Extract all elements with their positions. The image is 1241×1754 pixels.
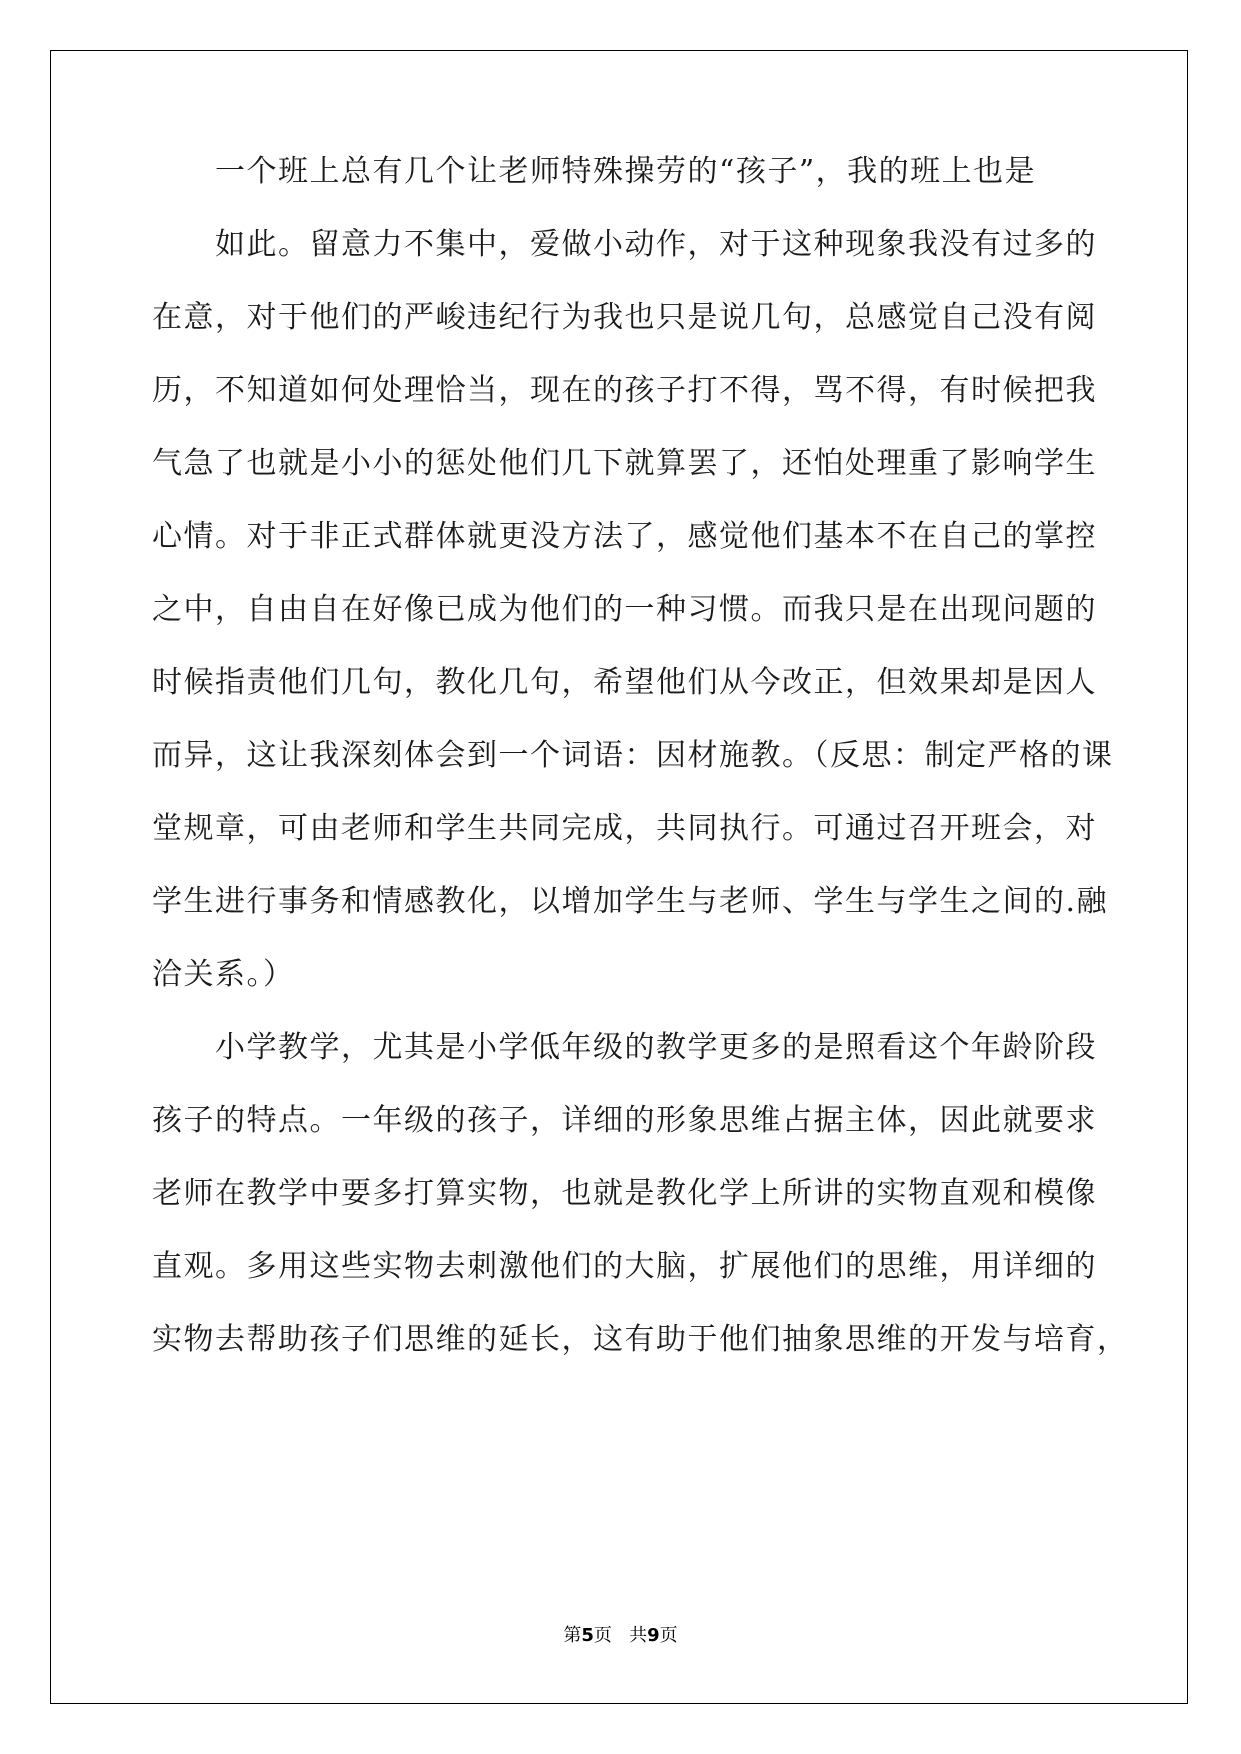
total-prefix: 共 — [629, 1625, 648, 1646]
paragraph-1-line-12: 洽关系。） — [152, 957, 295, 992]
page-prefix: 第 — [563, 1625, 582, 1646]
paragraph-1-line-5: 气急了也就是小小的惩处他们几下就算罢了，还怕处理重了影响学生 — [152, 446, 1097, 481]
paragraph-2-line-3: 老师在教学中要多打算实物，也就是教化学上所讲的实物直观和模像 — [152, 1176, 1097, 1211]
page-suffix: 页 — [593, 1625, 612, 1646]
paragraph-1-line-7: 之中，自由自在好像已成为他们的一种习惯。而我只是在出现问题的 — [152, 592, 1097, 627]
page-footer — [0, 1621, 1241, 1647]
page-number: 5 — [581, 1625, 594, 1646]
paragraph-1-line-11: 学生进行事务和情感教化，以增加学生与老师、学生与学生之间的.融 — [152, 884, 1109, 919]
paragraph-2-line-2: 孩子的特点。一年级的孩子，详细的形象思维占据主体，因此就要求 — [152, 1103, 1097, 1138]
paragraph-2-line-4: 直观。多用这些实物去刺激他们的大脑，扩展他们的思维，用详细的 — [152, 1249, 1097, 1284]
paragraph-1-line-9: 而异，这让我深刻体会到一个词语：因材施教。（反思：制定严格的课 — [152, 738, 1114, 773]
total-pages: 9 — [647, 1625, 660, 1646]
paragraph-1-line-4: 历，不知道如何处理恰当，现在的孩子打不得，骂不得，有时候把我 — [152, 373, 1097, 408]
paragraph-2-line-1: 小学教学，尤其是小学低年级的教学更多的是照看这个年龄阶段 — [215, 1030, 1097, 1065]
paragraph-1-line-1: 一个班上总有几个让老师特殊操劳的“孩子”，我的班上也是 — [215, 154, 1037, 189]
paragraph-1-line-10: 堂规章，可由老师和学生共同完成，共同执行。可通过召开班会，对 — [152, 811, 1097, 846]
paragraph-1-line-2: 如此。留意力不集中，爱做小动作，对于这种现象我没有过多的 — [215, 227, 1097, 262]
paragraph-1-line-3: 在意，对于他们的严峻违纪行为我也只是说几句，总感觉自己没有阅 — [152, 300, 1097, 335]
total-suffix: 页 — [659, 1625, 678, 1646]
paragraph-2-line-5: 实物去帮助孩子们思维的延长，这有助于他们抽象思维的开发与培育， — [152, 1322, 1129, 1357]
paragraph-1-line-6: 心情。对于非正式群体就更没方法了，感觉他们基本不在自己的掌控 — [152, 519, 1097, 554]
paragraph-1-line-8: 时候指责他们几句，教化几句，希望他们从今改正，但效果却是因人 — [152, 665, 1097, 700]
